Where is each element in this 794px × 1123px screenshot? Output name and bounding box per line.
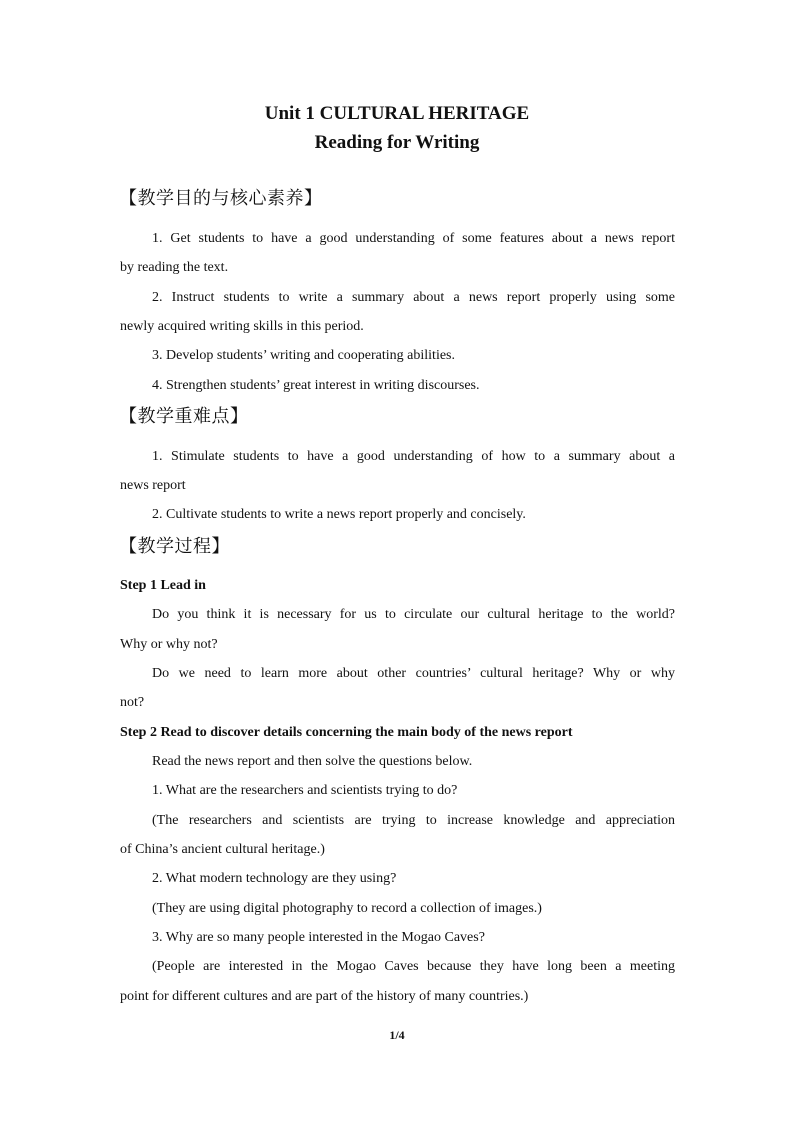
- section-heading-process: 【教学过程】: [119, 536, 230, 557]
- key-point-line: news report: [120, 478, 186, 493]
- answer-line: (The researchers and scientists are trying to increase knowledge and appreciation: [152, 813, 675, 828]
- key-point-line: 2. Cultivate students to write a news report properly and concisely.: [152, 507, 526, 522]
- answer-line: (People are interested in the Mogao Caves because they have long been a meeting: [152, 959, 675, 974]
- page-number: 1/4: [389, 1028, 405, 1042]
- objective-line: by reading the text.: [120, 260, 229, 275]
- step-title: Step 1 Lead in: [120, 578, 206, 593]
- step-line: Read the news report and then solve the questions below.: [152, 754, 473, 769]
- key-point-line: 1. Stimulate students to have a good understanding of how to a summary about a: [152, 449, 675, 464]
- step-title: Step 2 Read to discover details concerning the main body of the news report: [120, 725, 573, 740]
- question-line: 1. What are the researchers and scientists trying to do?: [152, 783, 458, 798]
- objective-line: 4. Strengthen students’ great interest in writing discourses.: [152, 378, 480, 393]
- step-line: Do we need to learn more about other countries’ cultural heritage? Why or why: [152, 666, 675, 681]
- step-line: Why or why not?: [120, 637, 218, 652]
- step-line: not?: [120, 695, 145, 710]
- answer-line: point for different cultures and are part of the history of many countries.): [120, 989, 529, 1004]
- objective-line: 3. Develop students’ writing and cooperating abilities.: [152, 348, 456, 363]
- section-heading-objectives: 【教学目的与核心素养】: [119, 188, 323, 209]
- document-subtitle: Reading for Writing: [314, 132, 480, 153]
- question-line: 3. Why are so many people interested in the Mogao Caves?: [152, 930, 485, 945]
- answer-line: of China’s ancient cultural heritage.): [120, 842, 325, 857]
- objective-line: newly acquired writing skills in this period.: [120, 319, 364, 334]
- step-line: Do you think it is necessary for us to circulate our cultural heritage to the world?: [152, 607, 675, 622]
- document-title: Unit 1 CULTURAL HERITAGE: [264, 103, 530, 124]
- objective-line: 1. Get students to have a good understanding of some features about a news report: [152, 231, 675, 246]
- objective-line: 2. Instruct students to write a summary about a news report properly using some: [152, 290, 675, 305]
- section-heading-key-points: 【教学重难点】: [119, 406, 249, 427]
- question-line: 2. What modern technology are they using?: [152, 871, 397, 886]
- answer-line: (They are using digital photography to record a collection of images.): [152, 901, 542, 916]
